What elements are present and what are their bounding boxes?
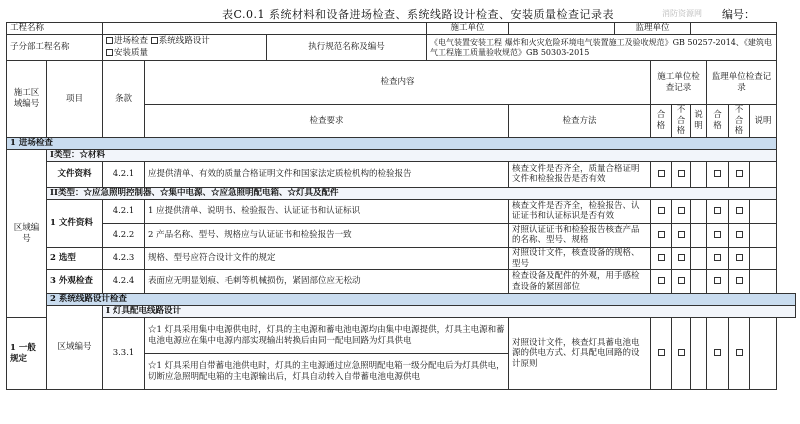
project-name-value[interactable] [103,23,427,35]
checkbox-icon [678,349,685,356]
supervisor-fail-checkbox[interactable] [729,318,750,390]
checkbox-icon [151,37,158,44]
type-label: I 灯具配电线路设计 [103,306,796,318]
table-row [7,161,796,187]
method-cell: 核查文件是否齐全，检验报告、认证证书和认证标识是否有效 [509,199,651,223]
supervisor-fail-checkbox[interactable] [729,270,750,294]
constructor-fail-checkbox[interactable] [672,199,691,223]
requirement-cell: ☆1 灯具采用自带蓄电池供电时，灯具的主电源通过应急照明配电箱一级分配电后为灯具供电，切断应急照明配电箱的主电源输出后，灯具自动转入自带蓄电池电源供电 [145,354,509,390]
constructor-remark-cell[interactable] [691,247,707,269]
requirement-cell: 1 应提供清单、说明书、检验报告、认证证书和认证标识 [145,199,509,223]
document-title: 表C.0.1 系统材料和设备进场检查、系统线路设计检查、安装质量检查记录表 [222,8,615,21]
col-method-header: 检查方法 [509,105,651,138]
checkbox-icon [678,207,685,214]
item-cell: 2 选型 [47,247,103,269]
requirement-cell: 应提供清单、有效的质量合格证明文件和国家法定质检机构的检验报告 [145,161,509,187]
constructor-fail-header: 不合格 [672,105,691,138]
table-row [7,223,796,247]
checkbox-icon [658,349,665,356]
supervisor-pass-checkbox[interactable] [707,199,729,223]
constructor-remark-cell[interactable] [691,199,707,223]
requirement-cell: 表面应无明显划痕、毛刺等机械损伤，紧固部位应无松动 [145,270,509,294]
checkbox-icon [736,277,743,284]
supervisor-fail-checkbox[interactable] [729,247,750,269]
checkbox-icon [736,349,743,356]
clause-cell: 4.2.4 [103,270,145,294]
supervisor-remark-cell[interactable] [750,223,777,247]
checkbox-icon [678,170,685,177]
constructor-pass-checkbox[interactable] [651,161,672,187]
checkbox-icon [658,277,665,284]
checkbox-icon [736,207,743,214]
supervision-unit-value[interactable] [691,23,777,35]
constructor-fail-checkbox[interactable] [672,318,691,390]
clause-cell: 4.2.3 [103,247,145,269]
item-cell: 1 文件资料 [47,199,103,247]
type-label: II类型：☆应急照明控制器、☆集中电源、☆应急照明配电箱、☆灯具及配件 [47,187,777,199]
supervisor-remark-cell[interactable] [750,199,777,223]
checkbox-icon [658,231,665,238]
col-content-header: 检查内容 [145,61,651,105]
item-cell: 3 外观检查 [47,270,103,294]
project-name-label: 工程名称 [7,23,103,35]
requirement-cell: 规格、型号应符合设计文件的规定 [145,247,509,269]
sub-project-label: 子分部工程名称 [7,35,103,61]
constructor-remark-cell[interactable] [691,270,707,294]
clause-cell: 3.3.1 [103,318,145,390]
checkbox-icon [714,231,721,238]
checkbox-icon [714,277,721,284]
requirement-cell: ☆1 灯具采用集中电源供电时，灯具的主电源和蓄电池电源均由集中电源提供，灯具主电源和蓄电池电源应在集中电源内部实现输出转换后由同一配电回路为灯具供电 [145,318,509,354]
section-title: 1 进场检查 [7,137,777,149]
col-item-header: 项目 [47,61,103,138]
constructor-fail-checkbox[interactable] [672,161,691,187]
header-row-1 [7,61,796,105]
type-row [7,187,796,199]
checkbox-icon [736,170,743,177]
table-row [7,247,796,269]
type-row [7,306,796,318]
method-cell: 对照设计文件，核查设备的规格、型号 [509,247,651,269]
meta-row-project [7,23,796,35]
section-header-line-design [7,294,796,306]
method-cell: 检查设备及配件的外观，用手感检查设备的紧固部位 [509,270,651,294]
col-requirement-header: 检查要求 [145,105,509,138]
supervisor-fail-checkbox[interactable] [729,161,750,187]
constructor-pass-checkbox[interactable] [651,270,672,294]
supervisor-pass-checkbox[interactable] [707,161,729,187]
section-title: 2 系统线路设计检查 [47,294,796,306]
supervisor-remark-cell[interactable] [750,161,777,187]
constructor-pass-checkbox[interactable] [651,247,672,269]
type-row [7,149,796,161]
constructor-pass-checkbox[interactable] [651,223,672,247]
constructor-remark-header: 说明 [691,105,707,138]
table-row [7,270,796,294]
constructor-pass-checkbox[interactable] [651,199,672,223]
constructor-fail-checkbox[interactable] [672,247,691,269]
title-row [0,0,800,22]
checkbox-icon [714,170,721,177]
col-area-header: 施工区域编号 [7,61,47,138]
supervisor-pass-header: 合格 [707,105,729,138]
supervisor-fail-checkbox[interactable] [729,199,750,223]
constructor-remark-cell[interactable] [691,223,707,247]
supervision-unit-label: 监理单位 [615,23,691,35]
table-row [7,318,796,354]
supervisor-remark-cell[interactable] [750,270,777,294]
item-cell: 文件资料 [47,161,103,187]
option-install-quality[interactable]: 安装质量 [106,48,148,58]
constructor-remark-cell[interactable] [691,161,707,187]
inspection-record-table [6,22,796,390]
item-cell: 1 一般规定 [7,318,47,390]
section-header-entry-check [7,137,796,149]
meta-row-subproject [7,35,796,61]
col-constructor-record: 施工单位检查记录 [651,61,707,105]
checkbox-icon [678,277,685,284]
supervisor-pass-checkbox[interactable] [707,247,729,269]
area-number-label: 区域编号 [47,306,103,390]
clause-cell: 4.2.1 [103,199,145,223]
option-line-design[interactable]: 系统线路设计 [151,36,210,46]
method-cell: 对照设计文件，核查灯具蓄电池电源的供电方式、灯具配电回路的设计原则 [509,318,651,390]
checkbox-icon [714,254,721,261]
col-clause-header: 条款 [103,61,145,138]
checkbox-icon [678,254,685,261]
area-number-label: 区域编号 [7,149,47,317]
checkbox-icon [678,231,685,238]
checkbox-icon [106,37,113,44]
construction-unit-value[interactable] [509,23,615,35]
constructor-fail-checkbox[interactable] [672,270,691,294]
supervisor-pass-checkbox[interactable] [707,270,729,294]
checkbox-icon [736,254,743,261]
type-label: I类型：☆材料 [47,149,777,161]
constructor-pass-checkbox[interactable] [651,318,672,390]
checkbox-icon [106,49,113,56]
method-cell: 核查文件是否齐全，质量合格证明文件和检验报告是否有效 [509,161,651,187]
record-number-label: 编号： [722,8,755,21]
supervisor-pass-checkbox[interactable] [707,223,729,247]
supervisor-remark-header: 说明 [750,105,777,138]
table-row [7,199,796,223]
check-type-options [103,35,267,61]
checkbox-icon [658,207,665,214]
col-supervisor-record: 监理单位检查记录 [707,61,777,105]
standard-label: 执行规范名称及编号 [267,35,427,61]
checkbox-icon [736,231,743,238]
clause-cell: 4.2.2 [103,223,145,247]
method-cell: 对照认证证书和检验报告核查产品的名称、型号、规格 [509,223,651,247]
checkbox-icon [714,349,721,356]
option-entry-check[interactable]: 进场检查 [106,36,148,46]
supervisor-remark-cell[interactable] [750,247,777,269]
supervisor-fail-checkbox[interactable] [729,223,750,247]
standard-text: 《电气装置安装工程 爆炸和火灾危险环境电气装置施工及验收规范》GB 50257-2014、《建筑电气工程施工质量验收规范》GB 50303-2015 [427,35,777,61]
clause-cell: 4.2.1 [103,161,145,187]
constructor-pass-header: 合格 [651,105,672,138]
requirement-cell: 2 产品名称、型号、规格应与认证证书和检验报告一致 [145,223,509,247]
checkbox-icon [714,207,721,214]
checkbox-icon [658,170,665,177]
supervisor-pass-checkbox[interactable] [707,318,729,390]
construction-unit-label: 施工单位 [427,23,509,35]
constructor-remark-cell[interactable] [691,318,707,390]
watermark: 消防资源网 [662,9,702,18]
checkbox-icon [658,254,665,261]
constructor-fail-checkbox[interactable] [672,223,691,247]
supervisor-fail-header: 不合格 [729,105,750,138]
supervisor-remark-cell[interactable] [750,318,777,390]
